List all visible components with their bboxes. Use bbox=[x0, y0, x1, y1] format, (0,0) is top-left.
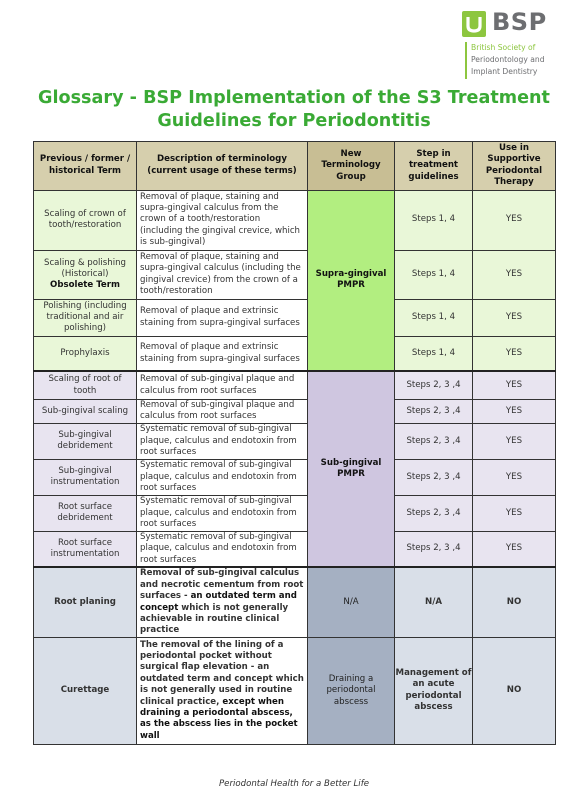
table-row bbox=[34, 567, 556, 637]
description-text: Removal of sub-gingival calculus and necrotic cementum from root surfaces - bbox=[140, 568, 304, 602]
description-text: which is not generally achievable in routine clinical practice bbox=[140, 602, 289, 636]
title-line: Guidelines for Periodontitis bbox=[157, 111, 431, 131]
logo-sub-line: Implant Dentistry bbox=[471, 67, 538, 76]
use-cell: YES bbox=[473, 459, 556, 495]
term-text: Scaling & polishing (Historical) bbox=[44, 257, 126, 279]
description-text: The removal of the lining of a periodontal pocket without surgical flap elevation - an outdated term and concept which is not generally used in routine clinical practice, bbox=[140, 639, 304, 707]
term-cell: Root surface instrumentation bbox=[34, 531, 137, 567]
use-cell: YES bbox=[473, 531, 556, 567]
term-cell: Scaling of crown of tooth/restoration bbox=[34, 190, 137, 250]
term-cell: Curettage bbox=[34, 637, 137, 744]
step-cell: Steps 2, 3 ,4 bbox=[395, 459, 473, 495]
term-cell: Sub-gingival scaling bbox=[34, 399, 137, 423]
term-cell: Sub-gingival debridement bbox=[34, 423, 137, 459]
description-cell: Removal of plaque and extrinsic staining from supra-gingival surfaces bbox=[137, 299, 308, 336]
logo-sub-line: British Society of bbox=[471, 43, 536, 52]
table-row bbox=[34, 531, 556, 567]
use-cell: YES bbox=[473, 495, 556, 531]
step-cell: Steps 1, 4 bbox=[395, 299, 473, 336]
term-cell: Prophylaxis bbox=[34, 336, 137, 371]
use-cell: NO bbox=[473, 637, 556, 744]
table-row bbox=[34, 336, 556, 371]
logo-subtitle bbox=[471, 42, 545, 78]
title-line: Glossary - BSP Implementation of the S3 Treatment bbox=[38, 88, 550, 108]
obsolete-term-label: Obsolete Term bbox=[50, 280, 120, 291]
table-row bbox=[34, 399, 556, 423]
step-cell: Steps 1, 4 bbox=[395, 336, 473, 371]
step-cell: Steps 2, 3 ,4 bbox=[395, 495, 473, 531]
term-cell: Scaling of root of tooth bbox=[34, 371, 137, 399]
header-row bbox=[34, 142, 556, 191]
use-cell: YES bbox=[473, 399, 556, 423]
description-emphasis: except when draining a periodontal abscess, as the abscess lies in the pocket wall bbox=[140, 696, 298, 741]
table-row bbox=[34, 423, 556, 459]
use-cell: YES bbox=[473, 250, 556, 299]
step-cell: Steps 2, 3 ,4 bbox=[395, 371, 473, 399]
description-cell: Systematic removal of sub-gingival plaque, calculus and endotoxin from root surfaces bbox=[137, 459, 308, 495]
description-cell: Systematic removal of sub-gingival plaque, calculus and endotoxin from root surfaces bbox=[137, 531, 308, 567]
table-row bbox=[34, 371, 556, 399]
description-cell: Removal of plaque and extrinsic staining from supra-gingival surfaces bbox=[137, 336, 308, 371]
table-row bbox=[34, 495, 556, 531]
table-row bbox=[34, 459, 556, 495]
table-row bbox=[34, 299, 556, 336]
logo-sub-line: Periodontology and bbox=[471, 55, 545, 64]
term-cell: Root surface debridement bbox=[34, 495, 137, 531]
description-cell bbox=[137, 637, 308, 744]
step-cell: Steps 2, 3 ,4 bbox=[395, 399, 473, 423]
logo-wordmark: BSP bbox=[492, 8, 547, 36]
step-cell: Management of an acute periodontal abscess bbox=[395, 637, 473, 744]
description-cell: Systematic removal of sub-gingival plaque, calculus and endotoxin from root surfaces bbox=[137, 495, 308, 531]
table-row bbox=[34, 250, 556, 299]
bsp-logo-icon bbox=[462, 11, 486, 37]
description-cell: Removal of sub-gingival plaque and calculus from root surfaces bbox=[137, 371, 308, 399]
header-new-group: New Terminology Group bbox=[308, 142, 395, 191]
header-spt-use: Use in Supportive Periodontal Therapy bbox=[473, 142, 556, 191]
step-cell: Steps 1, 4 bbox=[395, 250, 473, 299]
description-emphasis: an outdated term and concept bbox=[140, 591, 297, 613]
term-cell: Root planing bbox=[34, 567, 137, 637]
table-row bbox=[34, 637, 556, 744]
description-cell: Removal of sub-gingival plaque and calculus from root surfaces bbox=[137, 399, 308, 423]
use-cell: YES bbox=[473, 299, 556, 336]
term-cell bbox=[34, 250, 137, 299]
description-cell: Systematic removal of sub-gingival plaque, calculus and endotoxin from root surfaces bbox=[137, 423, 308, 459]
step-cell: Steps 1, 4 bbox=[395, 190, 473, 250]
description-cell bbox=[137, 567, 308, 637]
glossary-table bbox=[33, 141, 556, 745]
footer-tagline: Periodontal Health for a Better Life bbox=[218, 779, 370, 789]
use-cell: YES bbox=[473, 336, 556, 371]
header-previous-term: Previous / former / historical Term bbox=[34, 142, 137, 191]
step-cell: Steps 2, 3 ,4 bbox=[395, 423, 473, 459]
use-cell: YES bbox=[473, 190, 556, 250]
group-cell-sub: Sub-gingival PMPR bbox=[308, 371, 395, 567]
logo-divider bbox=[465, 42, 467, 79]
step-cell: N/A bbox=[395, 567, 473, 637]
description-cell: Removal of plaque, staining and supra-gingival calculus (including the gingival crevice) from the crown of a tooth/restoration bbox=[137, 250, 308, 299]
bsp-logo bbox=[462, 9, 582, 79]
page-title bbox=[30, 87, 558, 133]
step-cell: Steps 2, 3 ,4 bbox=[395, 531, 473, 567]
term-cell: Sub-gingival instrumentation bbox=[34, 459, 137, 495]
description-cell: Removal of plaque, staining and supra-gingival calculus from the crown of a tooth/restoration (including the gingival crevice, which is sub-gingival) bbox=[137, 190, 308, 250]
group-cell-supra: Supra-gingival PMPR bbox=[308, 190, 395, 371]
table-row bbox=[34, 190, 556, 250]
group-cell-na: N/A bbox=[308, 567, 395, 637]
use-cell: NO bbox=[473, 567, 556, 637]
term-cell: Polishing (including traditional and air polishing) bbox=[34, 299, 137, 336]
use-cell: YES bbox=[473, 371, 556, 399]
use-cell: YES bbox=[473, 423, 556, 459]
group-cell-drain: Draining a periodontal abscess bbox=[308, 637, 395, 744]
header-description: Description of terminology (current usage of these terms) bbox=[137, 142, 308, 191]
header-step: Step in treatment guidelines bbox=[395, 142, 473, 191]
